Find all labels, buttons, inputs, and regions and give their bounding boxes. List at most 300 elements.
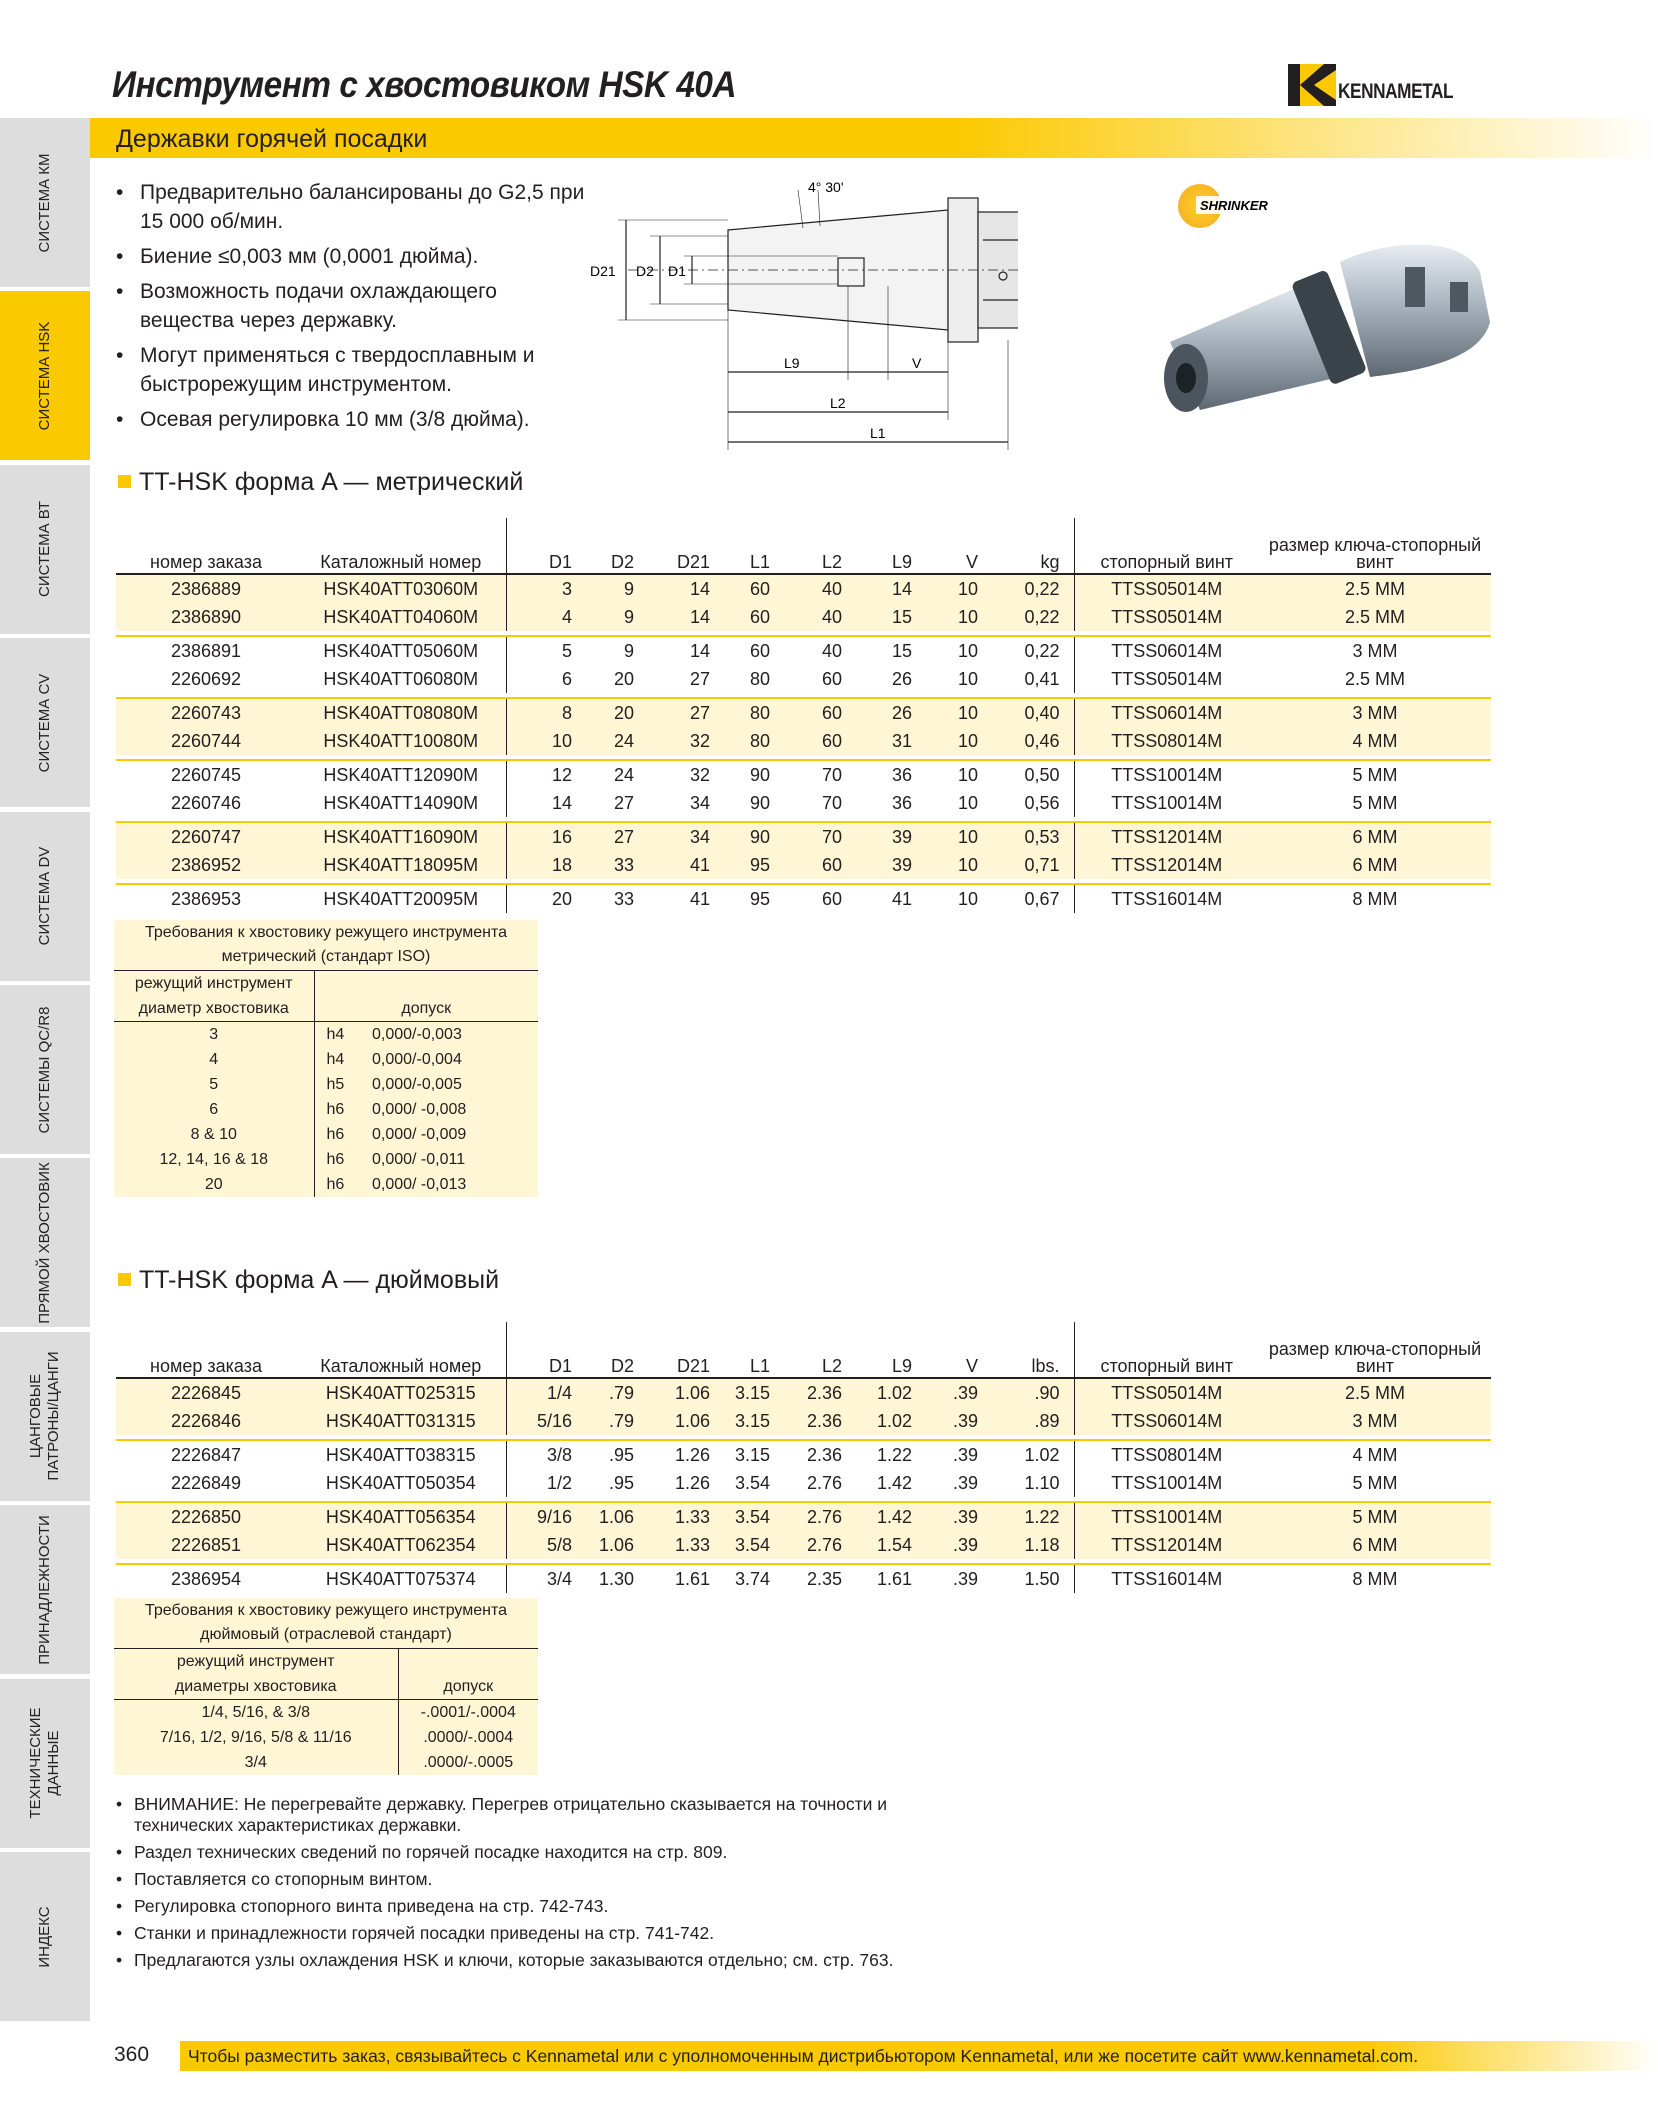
table-cell: 2386891 (116, 636, 296, 665)
column-header: D2 (586, 518, 648, 574)
table-cell: 14 (648, 603, 724, 631)
sidebar-tab-label (36, 322, 54, 431)
column-header: V (926, 518, 992, 574)
sidebar-tab[interactable] (0, 985, 90, 1156)
table-cell: 0,22 (992, 574, 1074, 603)
table-cell: 1.33 (648, 1502, 724, 1531)
table-cell: HSK40ATT075374 (296, 1564, 506, 1593)
sidebar-tab[interactable] (0, 1158, 90, 1329)
sidebar-tab[interactable] (0, 1852, 90, 2023)
tol-cell: 4 (209, 1050, 219, 1068)
table-cell: .90 (992, 1378, 1074, 1407)
tol-row (114, 1072, 538, 1097)
table-row (116, 1378, 1491, 1407)
table-row (116, 1502, 1491, 1531)
table-cell: HSK40ATT025315 (296, 1378, 506, 1407)
table-cell: 3/4 (506, 1564, 586, 1593)
table-cell: 20 (613, 669, 634, 689)
sidebar-tab[interactable] (0, 1679, 90, 1850)
feature-item: • Биение ≤0,003 мм (0,0001 дюйма). (116, 242, 586, 271)
table-cell: 39 (856, 822, 926, 851)
note-item: • Регулировка стопорного винта приведена на стр. 742-743. (116, 1896, 976, 1917)
tol-cell: h6 (314, 1097, 354, 1122)
table-cell: 3 MM (1259, 698, 1491, 727)
table-cell: 9 (586, 574, 648, 603)
table-cell: 10 (957, 669, 978, 689)
table-cell: 60 (724, 574, 784, 603)
sidebar-tab[interactable] (0, 638, 90, 809)
tol-title: Требования к хвостовику режущего инструмента (144, 923, 508, 941)
table-cell: 14 (856, 574, 926, 603)
footer-text: Чтобы разместить заказ, связывайтесь с Kennametal или с уполномоченным дистрибьютором Kennametal, или же посетите сайт www.kennametal.com. (188, 2046, 1419, 2066)
table-cell: 80 (724, 727, 784, 755)
table-cell: 70 (821, 793, 842, 813)
table-cell: 15 (856, 603, 926, 631)
table-cell: 9 (586, 603, 648, 631)
note-item: • Станки и принадлежности горячей посадки приведены на стр. 741-742. (116, 1923, 976, 1944)
d21-label: D21 (590, 263, 616, 279)
tol-header-row (114, 970, 538, 996)
table-cell: 95 (724, 884, 784, 913)
table-row (116, 884, 1491, 913)
tol-cell: 12, 14, 16 & 18 (159, 1150, 269, 1168)
table-cell: 2386952 (116, 851, 296, 879)
tol-cell: 0,000/ -0,011 (372, 1150, 466, 1168)
table-cell: HSK40ATT10080M (296, 727, 506, 755)
sidebar-tab-line: СИСТЕМА DV (36, 846, 53, 946)
table-cell: 3.15 (724, 1407, 784, 1435)
inch-section-heading (118, 1266, 499, 1295)
column-header: Каталожный номер (296, 518, 506, 574)
table-cell: 1.02 (992, 1440, 1074, 1469)
sidebar-tab-line: ЦАНГОВЫЕ (27, 1374, 44, 1459)
table-cell: TTSS08014M (1074, 727, 1259, 755)
table-cell: 0,56 (1024, 793, 1060, 813)
table-cell: TTSS10014M (1074, 1502, 1259, 1531)
tol-header-row (114, 1648, 538, 1674)
table-cell: 5 MM (1259, 760, 1491, 789)
tol-cell: h4 (314, 1047, 354, 1072)
table-cell: 1/4 (506, 1378, 586, 1407)
table-cell: 2.35 (784, 1564, 856, 1593)
table-cell: 40 (784, 636, 856, 665)
table-cell: 18 (506, 851, 586, 879)
table-cell: 27 (613, 793, 634, 813)
table-cell: 0,67 (992, 884, 1074, 913)
table-cell: 2.5 MM (1259, 603, 1491, 631)
tol-cell: -.0001/-.0004 (398, 1699, 538, 1725)
sidebar-tab[interactable] (0, 1332, 90, 1503)
yellow-square-icon (118, 1273, 131, 1286)
table-cell: 80 (749, 669, 770, 689)
table-cell: 4 MM (1259, 727, 1491, 755)
table-cell: 8 MM (1259, 1564, 1491, 1593)
column-header: L2 (784, 518, 856, 574)
shrinker-badge-icon (1178, 184, 1296, 228)
table-cell: 3 (506, 574, 586, 603)
table-cell: 27 (689, 669, 710, 689)
table-cell: 1.18 (992, 1531, 1074, 1559)
angle-label: 4° 30' (808, 180, 844, 195)
yellow-square-icon (118, 475, 131, 488)
tol-col1-header: диаметры хвостовика (114, 1674, 398, 1700)
tol-row (114, 1750, 538, 1775)
table-row (116, 760, 1491, 789)
table-cell: HSK40ATT12090M (296, 760, 506, 789)
l1-label: L1 (870, 425, 886, 441)
tol-row (114, 1097, 538, 1122)
note-item: • Раздел технических сведений по горячей посадке находится на стр. 809. (116, 1842, 976, 1863)
column-header: размер ключа-стопорный винт (1259, 518, 1491, 574)
table-cell: 2386954 (116, 1564, 296, 1593)
note-item: • ВНИМАНИЕ: Не перегревайте державку. Перегрев отрицательно сказывается на точности и технических характеристиках державки. (116, 1794, 976, 1836)
table-cell: 0,71 (992, 851, 1074, 879)
table-cell: HSK40ATT14090M (323, 793, 479, 813)
table-cell: 2.36 (784, 1440, 856, 1469)
shrinker-badge: SHRINKER (1200, 198, 1268, 213)
table-cell: 70 (784, 760, 856, 789)
sidebar-tab[interactable] (0, 118, 90, 289)
table-cell: 1.06 (586, 1502, 648, 1531)
table-cell: 2226845 (116, 1378, 296, 1407)
table-cell: 2226849 (170, 1473, 242, 1493)
table-cell: 26 (856, 698, 926, 727)
table-cell: TTSS05014M (1074, 574, 1259, 603)
tol-row (114, 1699, 538, 1725)
column-header: размер ключа-стопорный винт (1259, 1322, 1491, 1378)
table-cell: 41 (648, 884, 724, 913)
table-cell: .39 (926, 1378, 992, 1407)
sidebar-tab-label (36, 1162, 54, 1324)
table-cell: 10 (926, 574, 992, 603)
inch-heading-text: TT-HSK форма A — дюймовый (139, 1266, 500, 1294)
header-row (116, 1322, 1491, 1378)
table-cell: 0,41 (1024, 669, 1060, 689)
tol-header-row (114, 996, 538, 1022)
column-header: L9 (856, 1322, 926, 1378)
table-row (116, 636, 1491, 665)
table-cell: 4 (506, 603, 586, 631)
sidebar-tab-line: ПРЯМОЙ ХВОСТОВИК (36, 1162, 53, 1324)
table-cell: TTSS12014M (1074, 851, 1259, 879)
table-cell: 60 (784, 851, 856, 879)
note-item: • Поставляется со стопорным винтом. (116, 1869, 976, 1890)
table-cell: .39 (926, 1440, 992, 1469)
tol-col1-header: диаметр хвостовика (114, 996, 314, 1022)
table-cell: 1.61 (648, 1564, 724, 1593)
tol-row (114, 1021, 538, 1047)
table-cell: 33 (586, 851, 648, 879)
table-cell: 3.74 (724, 1564, 784, 1593)
sidebar-tab-label (27, 1708, 63, 1819)
table-row (116, 822, 1491, 851)
kennametal-k-icon (1288, 64, 1336, 106)
sidebar-tab[interactable] (0, 812, 90, 983)
table-cell: 34 (689, 793, 710, 813)
table-cell: 31 (856, 727, 926, 755)
table-row (116, 1469, 1491, 1497)
table-cell: 10 (926, 698, 992, 727)
table-cell: 10 (926, 822, 992, 851)
table-cell: 2260743 (116, 698, 296, 727)
table-cell: 33 (586, 884, 648, 913)
table-row (116, 1564, 1491, 1593)
column-header: D1 (506, 518, 586, 574)
tol-title: Требования к хвостовику режущего инструмента (144, 1601, 508, 1619)
table-cell: 14 (648, 574, 724, 603)
table-cell: 32 (648, 727, 724, 755)
table-cell: HSK40ATT06080M (323, 669, 479, 689)
column-header: Каталожный номер (296, 1322, 506, 1378)
table-cell: TTSS12014M (1074, 822, 1259, 851)
table-cell: 1.22 (992, 1502, 1074, 1531)
sidebar-tab[interactable] (0, 291, 90, 462)
tol-cell: 8 & 10 (190, 1125, 237, 1143)
table-cell: HSK40ATT18095M (296, 851, 506, 879)
column-header: номер заказа (116, 518, 296, 574)
table-cell: 3.54 (734, 1473, 770, 1493)
table-cell: 1.06 (648, 1407, 724, 1435)
column-header: L1 (724, 1322, 784, 1378)
tol-cell: 7/16, 1/2, 9/16, 5/8 & 11/16 (159, 1728, 352, 1746)
sidebar-tab-label (36, 1906, 54, 1967)
table-cell: 14 (648, 636, 724, 665)
table-cell: 1.10 (1024, 1473, 1060, 1493)
table-cell: TTSS05014M (1074, 603, 1259, 631)
table-cell: 10 (926, 760, 992, 789)
column-header: стопорный винт (1074, 518, 1259, 574)
table-cell: .95 (608, 1473, 634, 1493)
table-cell: 2386889 (116, 574, 296, 603)
table-cell: 26 (891, 669, 912, 689)
tol-title-row (114, 1623, 538, 1648)
table-cell: 3 MM (1259, 1407, 1491, 1435)
table-cell: 24 (586, 727, 648, 755)
table-cell: 2.76 (806, 1473, 842, 1493)
table-cell: 2226847 (116, 1440, 296, 1469)
table-cell: 8 MM (1259, 884, 1491, 913)
table-cell: TTSS06014M (1074, 698, 1259, 727)
table-cell: 20 (586, 698, 648, 727)
feature-item: • Осевая регулировка 10 мм (3/8 дюйма). (116, 405, 586, 434)
tol-row (114, 1172, 538, 1197)
sidebar-tab-line: СИСТЕМЫ QC/R8 (36, 1006, 53, 1133)
sidebar-tab-line: ПРИНАДЛЕЖНОСТИ (36, 1514, 53, 1665)
table-row (116, 1440, 1491, 1469)
table-cell: 2260746 (170, 793, 242, 813)
table-cell: 6 (506, 665, 586, 693)
v-label: V (912, 355, 922, 371)
table-cell: 1.26 (674, 1473, 710, 1493)
tol-subtitle: метрический (стандарт ISO) (221, 948, 431, 966)
tol-cell: 0,000/-0,005 (372, 1075, 462, 1093)
tol-cell: 3/4 (244, 1753, 267, 1771)
table-row (116, 698, 1491, 727)
sidebar-tab-line: ПАТРОНЫ/ЦАНГИ (45, 1351, 62, 1481)
table-cell: HSK40ATT062354 (296, 1531, 506, 1559)
table-cell: 1.54 (856, 1531, 926, 1559)
table-cell: 0,46 (992, 727, 1074, 755)
table-cell: 9 (586, 636, 648, 665)
table-cell: 41 (648, 851, 724, 879)
metric-tolerance-table (114, 920, 538, 1197)
notes-list (116, 1794, 976, 1977)
tol-cell: 1/4, 5/16, & 3/8 (201, 1703, 311, 1721)
table-cell: TTSS12014M (1074, 1531, 1259, 1559)
metric-heading-text: TT-HSK форма A — метрический (139, 468, 524, 496)
table-cell: 2.36 (784, 1407, 856, 1435)
table-cell: 15 (856, 636, 926, 665)
table-cell: HSK40ATT03060M (296, 574, 506, 603)
tol-row (114, 1725, 538, 1750)
sidebar-tab-line: СИСТЕМА CV (36, 673, 53, 772)
table-cell: 5 MM (1352, 1473, 1398, 1493)
sidebar-tab-line: ТЕХНИЧЕСКИЕ (27, 1707, 44, 1819)
kennametal-logo (1288, 64, 1488, 106)
table-cell: TTSS06014M (1074, 1407, 1259, 1435)
table-cell: TTSS08014M (1074, 1440, 1259, 1469)
table-cell: 32 (648, 760, 724, 789)
table-cell: 70 (784, 822, 856, 851)
tol-spacer (398, 1648, 538, 1674)
table-cell: 3.54 (724, 1502, 784, 1531)
table-cell: 40 (784, 603, 856, 631)
d2-label: D2 (636, 263, 654, 279)
tol-spacer (314, 970, 538, 996)
column-header: D21 (648, 518, 724, 574)
sidebar-tab-label (36, 1515, 54, 1665)
tol-cell: h5 (314, 1072, 354, 1097)
table-cell: 10 (506, 727, 586, 755)
table-cell: TTSS10014M (1074, 1469, 1259, 1497)
table-cell: 24 (586, 760, 648, 789)
l2-label: L2 (830, 395, 846, 411)
table-cell: 1.06 (586, 1531, 648, 1559)
table-cell: 2.5 MM (1259, 574, 1491, 603)
table-cell: 5 MM (1352, 793, 1398, 813)
table-cell: 60 (784, 884, 856, 913)
feature-list (116, 178, 586, 440)
table-cell: HSK40ATT04060M (296, 603, 506, 631)
subtitle-bar (90, 118, 1658, 158)
tol-cell: 5 (209, 1075, 219, 1093)
table-cell: 10 (957, 793, 978, 813)
column-header: D21 (648, 1322, 724, 1378)
sidebar-tab[interactable] (0, 465, 90, 636)
table-cell: 2386890 (116, 603, 296, 631)
table-cell: 60 (724, 603, 784, 631)
table-cell: HSK40ATT056354 (296, 1502, 506, 1531)
table-cell: 0,53 (992, 822, 1074, 851)
table-cell: 1.50 (992, 1564, 1074, 1593)
table-cell: 1.22 (856, 1440, 926, 1469)
table-cell: 2260744 (116, 727, 296, 755)
table-cell: 12 (506, 760, 586, 789)
column-header: номер заказа (116, 1322, 296, 1378)
table-row (116, 851, 1491, 879)
tol-col2-header: допуск (314, 996, 538, 1022)
tol-cell: .0000/-.0004 (398, 1725, 538, 1750)
table-cell: 1.61 (856, 1564, 926, 1593)
note-item: • Предлагаются узлы охлаждения HSK и ключи, которые заказываются отдельно; см. стр. 763. (116, 1950, 976, 1971)
sidebar-tab-label (36, 673, 54, 772)
table-cell: 1.42 (876, 1473, 912, 1493)
table-cell: 41 (856, 884, 926, 913)
table-cell: 60 (724, 636, 784, 665)
table-cell: HSK40ATT038315 (296, 1440, 506, 1469)
table-cell: HSK40ATT031315 (296, 1407, 506, 1435)
sidebar-tab[interactable] (0, 1505, 90, 1676)
tol-cell: 6 (209, 1100, 219, 1118)
table-cell: 1.26 (648, 1440, 724, 1469)
table-cell: 1.02 (856, 1407, 926, 1435)
table-row (116, 665, 1491, 693)
table-cell: TTSS05014M (1074, 665, 1259, 693)
table-cell: 0,22 (992, 636, 1074, 665)
table-cell: .39 (926, 1502, 992, 1531)
table-cell: HSK40ATT050354 (325, 1473, 476, 1493)
tol-cell: .0000/-.0005 (398, 1750, 538, 1775)
table-cell: 2386953 (116, 884, 296, 913)
table-cell: 2260692 (170, 669, 242, 689)
toolholder-dimension-drawing (588, 180, 1018, 460)
table-cell: 1.30 (586, 1564, 648, 1593)
tol-cell: h6 (314, 1147, 354, 1172)
table-cell: 40 (784, 574, 856, 603)
toolholder-photo (1160, 172, 1500, 434)
table-cell: 2.76 (784, 1502, 856, 1531)
table-cell: 34 (648, 822, 724, 851)
l9-label: L9 (784, 355, 800, 371)
table-cell: 0,22 (992, 603, 1074, 631)
table-cell: 10 (926, 636, 992, 665)
table-cell: 27 (648, 698, 724, 727)
sidebar-tab-label (36, 501, 54, 597)
table-cell: 60 (784, 698, 856, 727)
table-cell: HSK40ATT20095M (296, 884, 506, 913)
table-row (116, 1531, 1491, 1559)
table-cell: 80 (724, 698, 784, 727)
table-cell: 1/2 (506, 1469, 586, 1497)
feature-item: • Могут применяться с твердосплавным и быстрорежущим инструментом. (116, 341, 586, 399)
column-header: L9 (856, 518, 926, 574)
table-cell: 9/16 (506, 1502, 586, 1531)
metric-section-heading (118, 468, 523, 497)
table-cell: HSK40ATT05060M (296, 636, 506, 665)
table-cell: 5/16 (506, 1407, 586, 1435)
side-navigation (0, 118, 90, 2025)
header-row (116, 518, 1491, 574)
sidebar-tab-line: СИСТЕМА HSK (36, 321, 53, 431)
sidebar-tab-line: СИСТЕМА КМ (36, 152, 53, 253)
table-cell: 90 (749, 793, 770, 813)
table-cell: TTSS05014M (1074, 1378, 1259, 1407)
column-header: L1 (724, 518, 784, 574)
table-cell: 3.54 (724, 1531, 784, 1559)
table-cell: 6 MM (1259, 851, 1491, 879)
table-cell: 10 (926, 727, 992, 755)
tol-title-row (114, 1598, 538, 1623)
sidebar-tab-line: СИСТЕМА ВТ (36, 501, 53, 598)
table-cell: 0,50 (992, 760, 1074, 789)
table-cell: 95 (724, 851, 784, 879)
table-cell: 14 (506, 789, 586, 817)
table-cell: 1.06 (648, 1378, 724, 1407)
table-cell: 10 (926, 851, 992, 879)
page-number: 360 (114, 2043, 150, 2066)
table-cell: .79 (586, 1407, 648, 1435)
column-header: D2 (586, 1322, 648, 1378)
